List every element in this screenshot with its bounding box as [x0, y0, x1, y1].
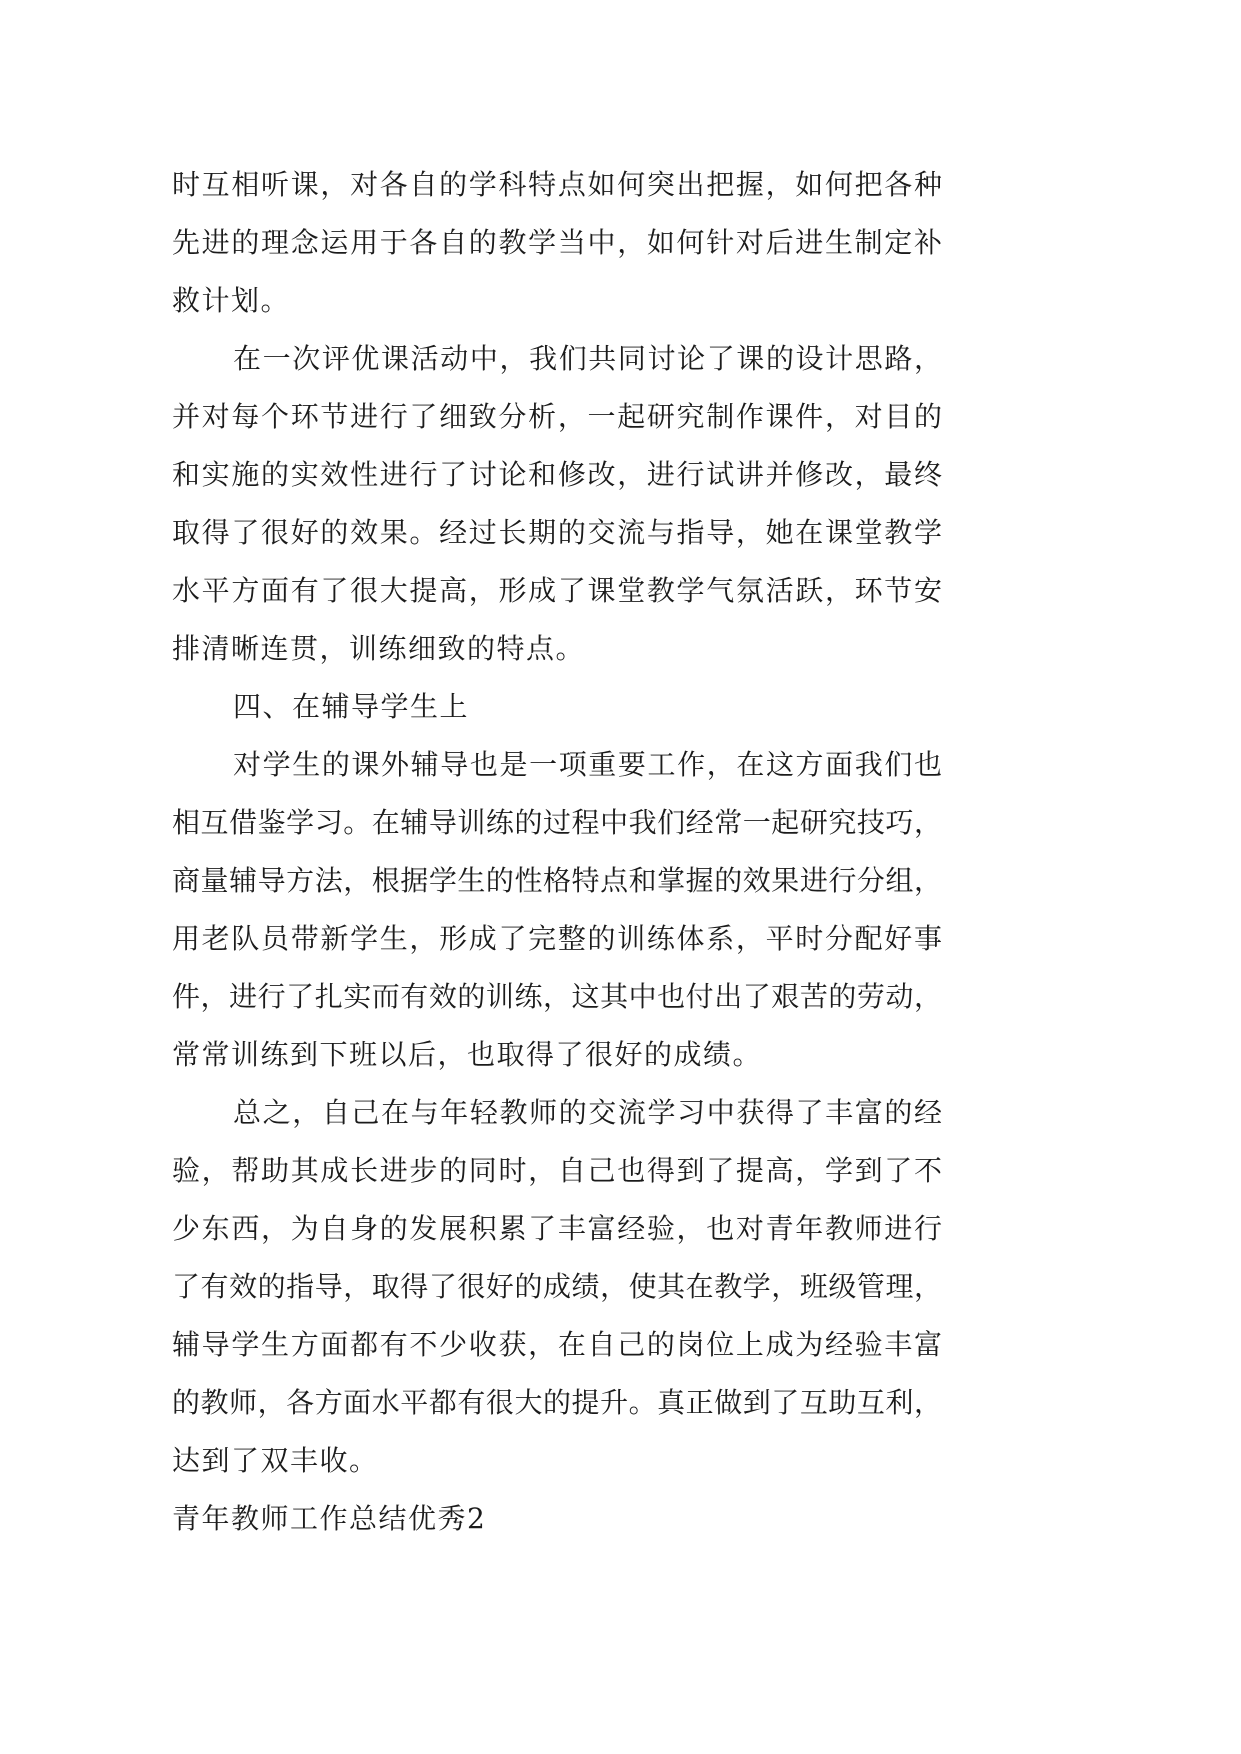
text-line: 达到了双丰收。: [172, 1444, 379, 1477]
text-line: 总之，自己在与年轻教师的交流学习中获得了丰富的经: [233, 1096, 942, 1129]
text-line: 常常训练到下班以后，也取得了很好的成绩。: [172, 1038, 763, 1071]
text-line: 水平方面有了很大提高，形成了课堂教学气氛活跃，环节安: [172, 574, 942, 607]
text-line: 少东西，为自身的发展积累了丰富经验，也对青年教师进行: [172, 1212, 942, 1245]
document-heading: 青年教师工作总结优秀2: [172, 1502, 487, 1535]
paragraph-summary: [172, 1084, 942, 1490]
text-line: 对学生的课外辅导也是一项重要工作，在这方面我们也: [233, 748, 942, 781]
text-line: 救计划。: [172, 284, 291, 317]
document-body: [172, 156, 942, 1548]
text-line: 用老队员带新学生，形成了完整的训练体系，平时分配好事: [172, 922, 942, 955]
paragraph-tutoring: [172, 736, 942, 1084]
text-line: 的教师，各方面水平都有很大的提升。真正做到了互助互利，: [172, 1386, 942, 1419]
text-line: 排清晰连贯，训练细致的特点。: [172, 632, 586, 665]
text-line: 时互相听课，对各自的学科特点如何突出把握，如何把各种: [172, 168, 942, 201]
paragraph-continuation: [172, 156, 942, 330]
section-heading: [172, 678, 942, 736]
text-line: 验，帮助其成长进步的同时，自己也得到了提高，学到了不: [172, 1154, 942, 1187]
section-title: 四、在辅导学生上: [233, 690, 470, 723]
text-line: 先进的理念运用于各自的教学当中，如何针对后进生制定补: [172, 226, 942, 259]
text-line: 辅导学生方面都有不少收获，在自己的岗位上成为经验丰富: [172, 1328, 942, 1361]
text-line: 取得了很好的效果。经过长期的交流与指导，她在课堂教学: [172, 516, 942, 549]
text-line: 商量辅导方法，根据学生的性格特点和掌握的效果进行分组，: [172, 864, 942, 897]
text-line: 件，进行了扎实而有效的训练，这其中也付出了艰苦的劳动，: [172, 980, 942, 1013]
text-line: 和实施的实效性进行了讨论和修改，进行试讲并修改，最终: [172, 458, 942, 491]
text-line: 相互借鉴学习。在辅导训练的过程中我们经常一起研究技巧，: [172, 806, 942, 839]
text-line: 并对每个环节进行了细致分析，一起研究制作课件，对目的: [172, 400, 942, 433]
text-line: 了有效的指导，取得了很好的成绩，使其在教学，班级管理，: [172, 1270, 942, 1303]
text-line: 在一次评优课活动中，我们共同讨论了课的设计思路，: [233, 342, 942, 375]
paragraph-evaluation-class: [172, 330, 942, 678]
